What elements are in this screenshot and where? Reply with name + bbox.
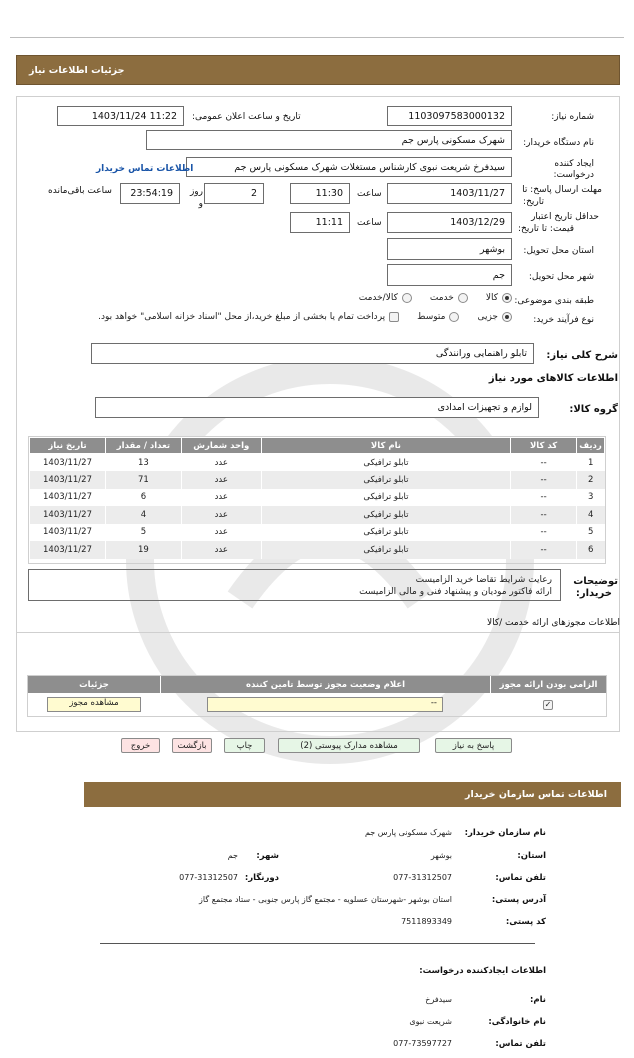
deadline-time-label: ساعت bbox=[357, 189, 382, 199]
contact-divider bbox=[100, 943, 535, 944]
deadline-date-field bbox=[387, 183, 512, 204]
category-option-label: کالا bbox=[485, 293, 498, 303]
creator-family-label: نام خانوادگی: bbox=[488, 1017, 546, 1027]
back-button[interactable]: بازگشت bbox=[172, 738, 212, 753]
cell-code: -- bbox=[511, 541, 577, 559]
cell-name: تابلو ترافیکی bbox=[261, 524, 510, 542]
contact-postal-label: کد پستی: bbox=[505, 917, 546, 927]
contact-province-value: بوشهر bbox=[430, 851, 452, 860]
items-table bbox=[29, 437, 605, 559]
creator-phone-label: تلفن تماس: bbox=[495, 1039, 546, 1049]
cell-qty: 6 bbox=[106, 489, 182, 507]
radio-checked-icon bbox=[502, 312, 512, 322]
page-header bbox=[16, 55, 620, 85]
buyer-org-label: نام دستگاه خریدار: bbox=[523, 138, 594, 148]
notes-line-2: ارائه فاکتور مودیان و پیشنهاد فنی و مالی الزامیست bbox=[359, 587, 552, 597]
cell-code: -- bbox=[511, 489, 577, 507]
category-radio-group bbox=[359, 293, 512, 303]
col-name: نام کالا bbox=[261, 438, 510, 454]
buyer-org-value: شهرک مسکونی پارس جم bbox=[401, 134, 505, 146]
remaining-label: ساعت باقی‌مانده bbox=[48, 186, 112, 196]
cell-date: 1403/11/27 bbox=[30, 524, 106, 542]
cell-row: 3 bbox=[577, 489, 605, 507]
cell-code: -- bbox=[511, 471, 577, 489]
creator-name-label: نام: bbox=[529, 995, 546, 1005]
permits-title: اطلاعات مجوزهای ارائه خدمت /کالا bbox=[486, 618, 620, 628]
attachments-button[interactable]: مشاهده مدارک پیوستی (2) bbox=[278, 738, 420, 753]
cell-name: تابلو ترافیکی bbox=[261, 471, 510, 489]
validity-time-label: ساعت bbox=[357, 218, 382, 228]
province-label: استان محل تحویل: bbox=[523, 246, 594, 256]
cell-qty: 5 bbox=[106, 524, 182, 542]
page-title: جزئیات اطلاعات نیاز bbox=[29, 64, 125, 76]
exit-button[interactable]: خروج bbox=[121, 738, 160, 753]
purchase-option-label: متوسط bbox=[417, 312, 446, 322]
deadline-date-value: 1403/11/27 bbox=[450, 188, 505, 199]
creator-title: اطلاعات ایجادکننده درخواست: bbox=[419, 966, 546, 976]
deadline-label-2: تاریخ: bbox=[523, 197, 544, 207]
remaining-value: 23:54:19 bbox=[130, 188, 173, 199]
category-option-goods[interactable] bbox=[486, 293, 512, 303]
cell-qty: 13 bbox=[106, 454, 182, 472]
need-number-field bbox=[387, 106, 512, 126]
permits-col-required: الزامی بودن ارائه مجوز bbox=[490, 676, 606, 693]
cell-code: -- bbox=[511, 506, 577, 524]
purchase-option-medium[interactable] bbox=[417, 312, 459, 322]
cell-code: -- bbox=[511, 524, 577, 542]
checkbox-icon bbox=[389, 312, 399, 322]
deadline-label-1: مهلت ارسال پاسخ: تا bbox=[522, 185, 602, 195]
deadline-time-field bbox=[290, 183, 350, 204]
cell-date: 1403/11/27 bbox=[30, 471, 106, 489]
summary-value: تابلو راهنمایی ورانندگی bbox=[435, 348, 527, 359]
cell-unit: عدد bbox=[181, 541, 261, 559]
contact-city-value: جم bbox=[227, 851, 238, 860]
contact-phone-value: 077-31312507 bbox=[393, 873, 452, 882]
radio-icon bbox=[402, 293, 412, 303]
category-option-label: کالا/خدمت bbox=[358, 293, 398, 303]
cell-date: 1403/11/27 bbox=[30, 489, 106, 507]
cell-date: 1403/11/27 bbox=[30, 541, 106, 559]
cell-row: 2 bbox=[577, 471, 605, 489]
cell-unit: عدد bbox=[181, 524, 261, 542]
creator-family-value: شریعت نبوی bbox=[409, 1017, 452, 1026]
cell-unit: عدد bbox=[181, 489, 261, 507]
col-code: کد کالا bbox=[511, 438, 577, 454]
permits-col-status: اعلام وضعیت مجوز توسط تامین کننده bbox=[160, 676, 490, 693]
cell-row: 5 bbox=[577, 524, 605, 542]
cell-qty: 4 bbox=[106, 506, 182, 524]
city-label: شهر محل تحویل: bbox=[528, 272, 594, 282]
requester-label-2: درخواست: bbox=[553, 170, 594, 180]
top-divider bbox=[10, 37, 624, 38]
validity-date-value: 1403/12/29 bbox=[450, 217, 505, 228]
announce-value: 1403/11/24 11:22 bbox=[91, 110, 177, 122]
contact-address-label: آدرس پستی: bbox=[491, 895, 546, 905]
radio-checked-icon bbox=[502, 293, 512, 303]
validity-date-field bbox=[387, 212, 512, 233]
items-table-body bbox=[30, 454, 605, 559]
permit-status-field[interactable] bbox=[207, 697, 443, 712]
print-button[interactable]: چاپ bbox=[224, 738, 265, 753]
days-label: روز و bbox=[189, 187, 203, 209]
requester-field bbox=[186, 157, 512, 177]
creator-name-value: سیدفرخ bbox=[425, 995, 452, 1004]
province-field bbox=[387, 238, 512, 260]
notes-label-1: توضیحات bbox=[573, 576, 618, 587]
contact-title: اطلاعات تماس سازمان خریدار bbox=[464, 789, 607, 800]
cell-name: تابلو ترافیکی bbox=[261, 541, 510, 559]
purchase-radio-group bbox=[98, 312, 512, 322]
contact-province-label: استان: bbox=[517, 851, 546, 861]
col-row: ردیف bbox=[577, 438, 605, 454]
items-table-frame bbox=[28, 436, 606, 564]
city-field bbox=[387, 264, 512, 286]
contact-address-value: استان بوشهر -شهرستان عسلویه - مجتمع گاز پارس جنوبی - ستاد مجتمع گاز bbox=[199, 895, 452, 904]
cell-name: تابلو ترافیکی bbox=[261, 454, 510, 472]
reply-button[interactable]: پاسخ به نیاز bbox=[435, 738, 512, 753]
table-row bbox=[30, 524, 605, 542]
buyer-contact-link[interactable]: اطلاعات تماس خریدار bbox=[96, 164, 194, 174]
days-field bbox=[204, 183, 264, 204]
permits-table-header bbox=[28, 676, 606, 693]
contact-city-label: شهر: bbox=[256, 851, 279, 861]
category-option-service[interactable] bbox=[430, 293, 468, 303]
need-number-value: 1103097583000132 bbox=[408, 110, 505, 122]
category-option-both[interactable] bbox=[359, 293, 412, 303]
cell-unit: عدد bbox=[181, 471, 261, 489]
buyer-org-field bbox=[146, 130, 512, 150]
category-label: طبقه بندی موضوعی: bbox=[514, 296, 594, 306]
treasury-option[interactable] bbox=[98, 312, 399, 322]
category-option-label: خدمت bbox=[429, 293, 454, 303]
announce-label: تاریخ و ساعت اعلان عمومی: bbox=[192, 112, 301, 122]
items-table-header bbox=[30, 438, 605, 454]
city-value: جم bbox=[492, 269, 505, 281]
contact-org-value: شهرک مسکونی پارس جم bbox=[364, 828, 452, 837]
validity-label-2: قیمت: تا تاریخ: bbox=[518, 224, 574, 234]
notes-box bbox=[28, 569, 561, 601]
requester-value: سیدفرخ شریعت نبوی کارشناس مستغلات شهرک مسکونی پارس جم bbox=[234, 161, 505, 173]
days-value: 2 bbox=[250, 188, 257, 199]
goods-group-label: گروه کالا: bbox=[569, 404, 618, 415]
announce-field bbox=[57, 106, 184, 126]
col-unit: واحد شمارش bbox=[181, 438, 261, 454]
permits-row bbox=[28, 693, 606, 716]
deadline-time-value: 11:30 bbox=[315, 188, 343, 199]
treasury-note: پرداخت تمام یا بخشی از مبلغ خرید،از محل "اسناد خزانه اسلامی" خواهد بود. bbox=[98, 312, 386, 322]
cell-row: 6 bbox=[577, 541, 605, 559]
cell-qty: 19 bbox=[106, 541, 182, 559]
cell-unit: عدد bbox=[181, 506, 261, 524]
goods-group-field bbox=[95, 397, 539, 418]
cell-date: 1403/11/27 bbox=[30, 454, 106, 472]
cell-row: 4 bbox=[577, 506, 605, 524]
table-row bbox=[30, 454, 605, 472]
table-row bbox=[30, 471, 605, 489]
validity-time-field bbox=[290, 212, 350, 233]
need-number-label: شماره نیاز: bbox=[551, 112, 594, 122]
checkbox-checked-icon: ✓ bbox=[544, 700, 552, 709]
cell-name: تابلو ترافیکی bbox=[261, 489, 510, 507]
cell-row: 1 bbox=[577, 454, 605, 472]
permits-table bbox=[27, 675, 607, 717]
province-value: بوشهر bbox=[479, 243, 505, 255]
permit-status-value: -- bbox=[430, 698, 437, 708]
cell-unit: عدد bbox=[181, 454, 261, 472]
contact-phone-label: تلفن تماس: bbox=[495, 873, 546, 883]
goods-group-value: لوازم و تجهیزات امدادی bbox=[437, 402, 532, 413]
notes-label-2: خریدار: bbox=[575, 588, 612, 599]
goods-section-title: اطلاعات کالاهای مورد نیاز bbox=[488, 373, 618, 384]
purchase-type-label: نوع فرآیند خرید: bbox=[533, 315, 594, 325]
notes-line-1: رعایت شرایط تقاضا خرید الزامیست bbox=[415, 575, 552, 585]
table-row bbox=[30, 541, 605, 559]
contact-fax-label: دورنگار: bbox=[244, 873, 279, 883]
view-permit-button[interactable]: مشاهده مجوز bbox=[47, 697, 141, 712]
table-row bbox=[30, 506, 605, 524]
contact-header bbox=[84, 782, 621, 807]
radio-icon bbox=[458, 293, 468, 303]
requester-label-1: ایجاد کننده bbox=[554, 159, 594, 169]
contact-fax-value: 077-31312507 bbox=[179, 873, 238, 882]
summary-label: شرح کلی نیاز: bbox=[546, 350, 618, 361]
col-date: تاریخ نیاز bbox=[30, 438, 106, 454]
contact-postal-value: 7511893349 bbox=[401, 917, 452, 926]
purchase-option-minor[interactable] bbox=[477, 312, 512, 322]
contact-org-label: نام سازمان خریدار: bbox=[464, 828, 546, 838]
table-row bbox=[30, 489, 605, 507]
purchase-option-label: جزیی bbox=[477, 312, 498, 322]
validity-label-1: حداقل تاریخ اعتبار bbox=[531, 212, 599, 222]
creator-phone-value: 077-73597727 bbox=[393, 1039, 452, 1048]
summary-field bbox=[91, 343, 534, 364]
cell-date: 1403/11/27 bbox=[30, 506, 106, 524]
cell-name: تابلو ترافیکی bbox=[261, 506, 510, 524]
radio-icon bbox=[449, 312, 459, 322]
permits-col-details: جزئیات bbox=[79, 679, 109, 690]
cell-qty: 71 bbox=[106, 471, 182, 489]
remaining-field bbox=[120, 183, 180, 204]
cell-code: -- bbox=[511, 454, 577, 472]
validity-time-value: 11:11 bbox=[315, 217, 343, 228]
col-qty: تعداد / مقدار bbox=[106, 438, 182, 454]
